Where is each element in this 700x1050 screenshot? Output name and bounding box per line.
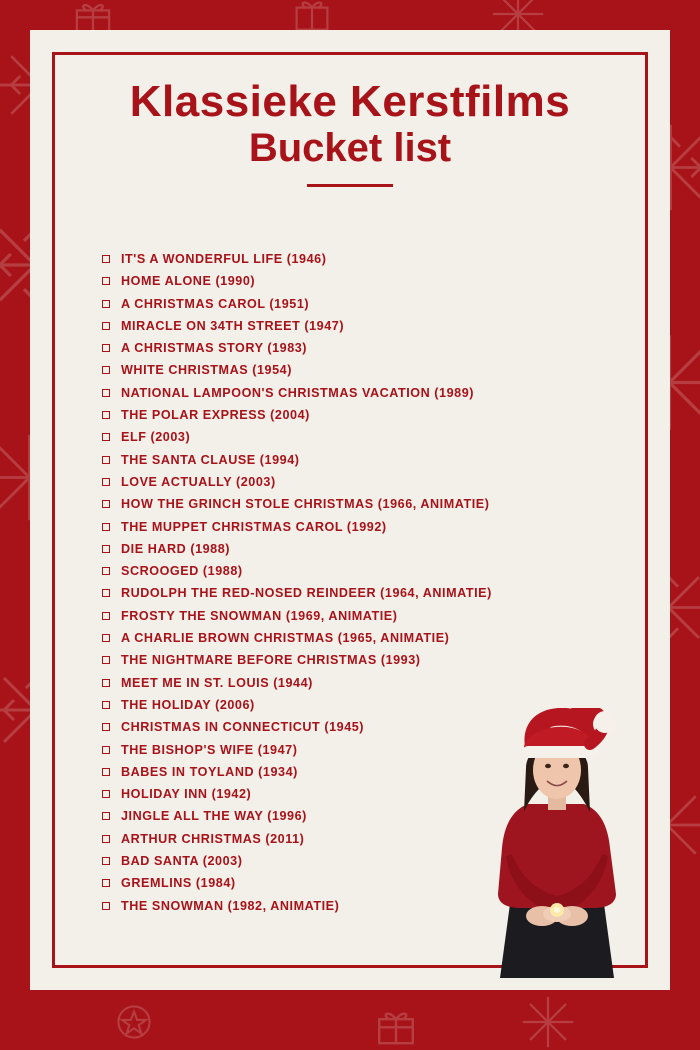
list-item-label: FROSTY THE SNOWMAN (1969, ANIMATIE): [121, 608, 398, 623]
checkbox[interactable]: [102, 812, 110, 820]
list-item[interactable]: [102, 676, 620, 690]
list-item[interactable]: [102, 363, 620, 377]
list-item-label: DIE HARD (1988): [121, 541, 231, 556]
list-item-label: MEET ME IN ST. LOUIS (1944): [121, 675, 313, 690]
list-item-label: JINGLE ALL THE WAY (1996): [121, 809, 307, 824]
list-item[interactable]: [102, 698, 620, 712]
list-item[interactable]: [102, 520, 620, 534]
checkbox[interactable]: [102, 500, 110, 508]
list-item-label: A CHRISTMAS CAROL (1951): [121, 296, 310, 311]
checkbox[interactable]: [102, 835, 110, 843]
list-item-label: THE NIGHTMARE BEFORE CHRISTMAS (1993): [121, 653, 421, 668]
list-item-label: LOVE ACTUALLY (2003): [121, 474, 276, 489]
list-item[interactable]: [102, 341, 620, 355]
list-item-label: HOME ALONE (1990): [121, 274, 256, 289]
checkbox[interactable]: [102, 902, 110, 910]
list-item-label: A CHARLIE BROWN CHRISTMAS (1965, ANIMATIE): [121, 631, 450, 646]
list-item-label: A CHRISTMAS STORY (1983): [121, 341, 308, 356]
list-item[interactable]: [102, 765, 620, 779]
checkbox[interactable]: [102, 478, 110, 486]
list-item[interactable]: [102, 386, 620, 400]
checkbox[interactable]: [102, 746, 110, 754]
checkbox[interactable]: [102, 634, 110, 642]
checkbox[interactable]: [102, 411, 110, 419]
list-item-label: THE POLAR EXPRESS (2004): [121, 408, 310, 423]
list-item[interactable]: [102, 787, 620, 801]
checkbox[interactable]: [102, 433, 110, 441]
checkbox[interactable]: [102, 612, 110, 620]
list-item[interactable]: [102, 832, 620, 846]
list-item[interactable]: [102, 899, 620, 913]
list-item-label: ARTHUR CHRISTMAS (2011): [121, 831, 305, 846]
list-item-label: NATIONAL LAMPOON'S CHRISTMAS VACATION (1989): [121, 385, 475, 400]
gift-icon: [372, 1000, 420, 1048]
list-item-label: ELF (2003): [121, 430, 191, 445]
checkbox[interactable]: [102, 589, 110, 597]
list-item[interactable]: [102, 609, 620, 623]
list-item[interactable]: [102, 430, 620, 444]
list-item-label: THE SNOWMAN (1982, ANIMATIE): [121, 898, 340, 913]
list-item[interactable]: [102, 252, 620, 266]
list-item[interactable]: [102, 542, 620, 556]
list-item-label: HOW THE GRINCH STOLE CHRISTMAS (1966, ANIMATIE): [121, 497, 490, 512]
list-item-label: MIRACLE ON 34TH STREET (1947): [121, 318, 345, 333]
list-item[interactable]: [102, 720, 620, 734]
list-item[interactable]: [102, 497, 620, 511]
list-item-label: BABES IN TOYLAND (1934): [121, 764, 298, 779]
list-item[interactable]: [102, 586, 620, 600]
gift-icon: [290, 0, 334, 34]
checkbox[interactable]: [102, 857, 110, 865]
list-item[interactable]: [102, 631, 620, 645]
list-item[interactable]: [102, 876, 620, 890]
checkbox[interactable]: [102, 768, 110, 776]
snowflake-icon: [520, 994, 576, 1050]
checkbox[interactable]: [102, 255, 110, 263]
checkbox[interactable]: [102, 701, 110, 709]
list-item[interactable]: [102, 809, 620, 823]
list-item[interactable]: [102, 475, 620, 489]
list-item-label: BAD SANTA (2003): [121, 854, 243, 869]
checkbox[interactable]: [102, 567, 110, 575]
checkbox[interactable]: [102, 389, 110, 397]
list-item-label: SCROOGED (1988): [121, 564, 243, 579]
list-item[interactable]: [102, 408, 620, 422]
list-item-label: WHITE CHRISTMAS (1954): [121, 363, 292, 378]
list-item[interactable]: [102, 743, 620, 757]
title-line-1: Klassieke Kerstfilms: [129, 77, 571, 126]
list-item[interactable]: [102, 319, 620, 333]
checkbox[interactable]: [102, 322, 110, 330]
list-item[interactable]: [102, 653, 620, 667]
list-item-label: IT'S A WONDERFUL LIFE (1946): [121, 252, 327, 266]
checkbox[interactable]: [102, 300, 110, 308]
checkbox[interactable]: [102, 545, 110, 553]
list-item-label: RUDOLPH THE RED-NOSED REINDEER (1964, ANIMATIE): [121, 586, 492, 601]
movie-checklist: [102, 252, 620, 921]
list-item[interactable]: [102, 453, 620, 467]
list-item-label: HOLIDAY INN (1942): [121, 787, 252, 802]
checkbox[interactable]: [102, 679, 110, 687]
checkbox[interactable]: [102, 723, 110, 731]
checkbox[interactable]: [102, 456, 110, 464]
list-item[interactable]: [102, 854, 620, 868]
list-item-label: THE SANTA CLAUSE (1994): [121, 452, 300, 467]
poster-title: [30, 78, 670, 187]
title-line-2: Bucket list: [248, 125, 452, 170]
list-item[interactable]: [102, 297, 620, 311]
star-icon: [108, 996, 160, 1048]
list-item-label: THE HOLIDAY (2006): [121, 697, 255, 712]
checkbox[interactable]: [102, 344, 110, 352]
list-item[interactable]: [102, 274, 620, 288]
checkbox[interactable]: [102, 656, 110, 664]
poster-card: [30, 30, 670, 990]
checkbox[interactable]: [102, 366, 110, 374]
title-divider: [307, 184, 393, 187]
list-item-label: THE MUPPET CHRISTMAS CAROL (1992): [121, 519, 387, 534]
checkbox[interactable]: [102, 790, 110, 798]
list-item[interactable]: [102, 564, 620, 578]
list-item-label: THE BISHOP'S WIFE (1947): [121, 742, 298, 757]
checkbox[interactable]: [102, 879, 110, 887]
list-item-label: CHRISTMAS IN CONNECTICUT (1945): [121, 720, 365, 735]
list-item-label: GREMLINS (1984): [121, 876, 236, 891]
checkbox[interactable]: [102, 277, 110, 285]
checkbox[interactable]: [102, 523, 110, 531]
